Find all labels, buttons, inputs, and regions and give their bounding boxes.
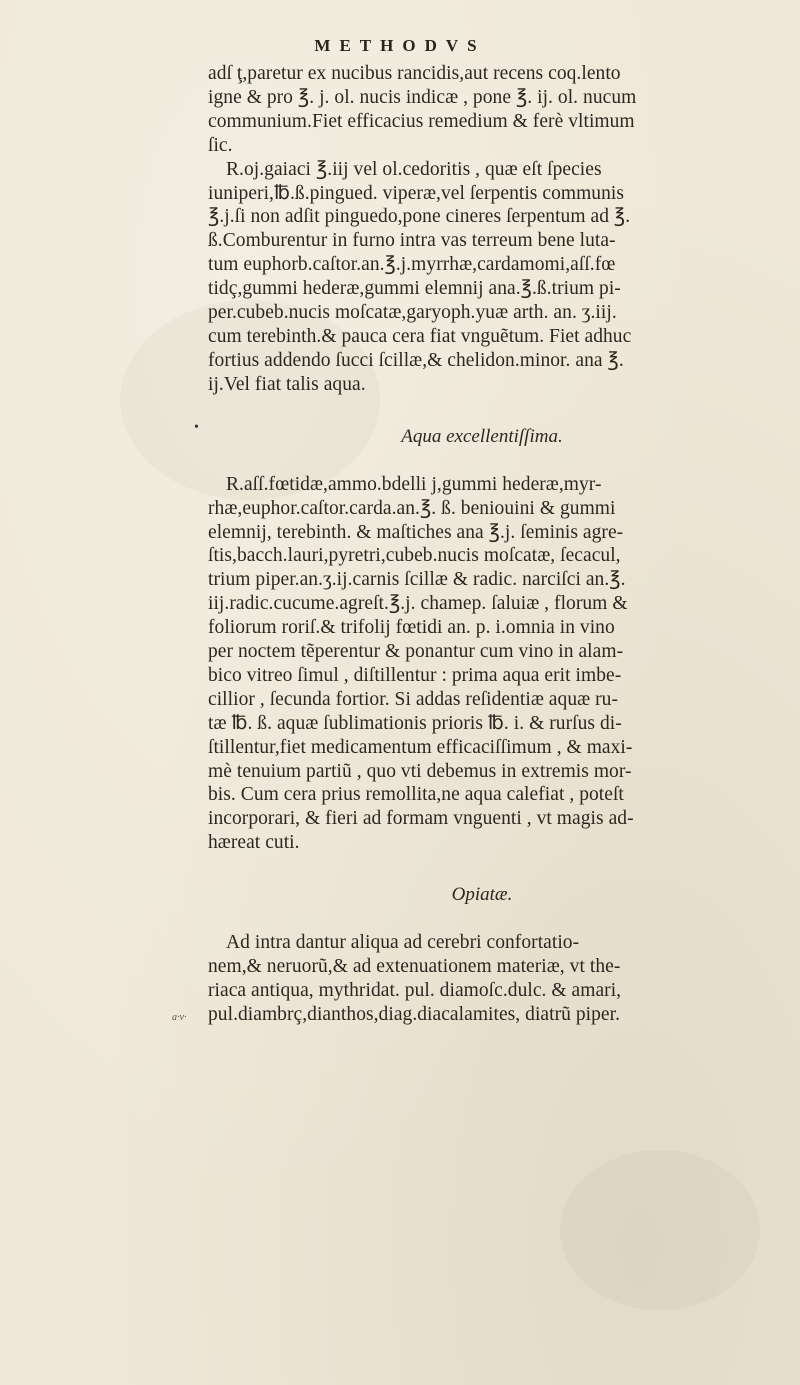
text-line: hæreat cuti. (208, 832, 300, 854)
text-line: adſ ţ,paretur ex nucibus rancidis,aut recens coq.lento (208, 63, 621, 84)
text-line: igne & pro ℥. j. ol. nucis indicæ , pone ℥. ij. ol. nucum (208, 86, 637, 108)
margin-note: a·v· (172, 1012, 187, 1023)
text-line: rhæ,euphor.caſtor.carda.an.℥. ß. beniouini & gummi (208, 497, 616, 519)
text-line: fortius addendo ſucci ſcillæ,& chelidon.minor. ana ℥. (208, 349, 624, 371)
text-line: tæ ℔. ß. aquæ ſublimationis prioris ℔. i. & rurſus di- (208, 712, 622, 734)
text-line: ſic. (208, 134, 233, 156)
text-line: communium.Fiet efficacius remedium & ferè vltimum (208, 110, 635, 132)
text-line: tidç,gummi hederæ,gummi elemnij ana.℥.ß.trium pi- (208, 278, 621, 300)
paper-stain (560, 1150, 760, 1310)
paragraph-4 (208, 931, 756, 1027)
text-line: ß.Comburentur in furno intra vas terreum bene luta- (208, 230, 616, 252)
paragraph-3 (208, 473, 756, 856)
text-line: trium piper.an.ʒ.ij.carnis ſcillæ & radic. narciſci an.℥. (208, 569, 626, 591)
text-line: cillior , ſecunda fortior. Si addas reſidentiæ aquæ ru- (208, 688, 618, 710)
text-line: R.aſſ.fœtidæ,ammo.bdelli j,gummi hederæ,myr- (226, 473, 602, 495)
paragraph-2 (208, 158, 756, 397)
text-line: elemnij, terebinth. & maſtiches ana ℥.j. ſeminis agre- (208, 521, 624, 543)
text-line: per noctem tẽperentur & ponantur cum vino in alam- (208, 641, 624, 663)
text-line: cum terebinth.& pauca cera fiat vnguẽtum. Fiet adhuc (208, 325, 632, 347)
text-line: ſtillentur,fiet medicamentum efficaciſſimum , & maxi- (208, 736, 633, 758)
text-line: pul.diambrç,dianthos,diag.diacalamites, diatrũ piper. (208, 1003, 621, 1025)
text-line: Ad intra dantur aliqua ad cerebri confortatio- (226, 932, 580, 954)
text-line: riaca antiqua, mythridat. pul. diamoſc.dulc. & amari, (208, 980, 622, 1001)
text-line: ij.Vel fiat talis aqua. (208, 373, 366, 395)
text-line: per.cubeb.nucis moſcatæ,garyoph.yuæ arth. an. ʒ.iij. (208, 302, 617, 324)
body-text (208, 62, 756, 1027)
text-line: tum euphorb.caſtor.an.℥.j.myrrhæ,cardamomi,aſſ.fœ (208, 254, 616, 276)
text-line: R.oj.gaiaci ℥.iij vel ol.cedoritis , quæ eſt ſpecies (226, 158, 602, 180)
text-line: nem,& neruorũ,& ad extenuationem materiæ, vt the- (208, 956, 621, 978)
paragraph-1 (208, 62, 756, 158)
text-line: mè tenuium partiũ , quo vti debemus in extremis mor- (208, 760, 632, 782)
running-head: METHODVS (314, 36, 486, 55)
text-line: ſtis,bacch.lauri,pyretri,cubeb.nucis moſcatæ, ſecacul, (208, 545, 621, 567)
text-line: iij.radic.cucume.agreſt.℥.j. chamep. ſaluiæ , florum & (208, 593, 628, 615)
section-heading: Aqua excellentiſſima. (401, 425, 563, 447)
section-heading: Opiatæ. (451, 884, 513, 906)
margin-dot: • (194, 420, 199, 435)
text-line: bico vitreo ſimul , diſtillentur : prima aqua erit imbe- (208, 664, 622, 686)
text-line: iuniperi,℔.ß.pingued. viperæ,vel ſerpentis communis (208, 182, 625, 204)
text-line: ℥.j.ſi non adſit pinguedo,pone cineres ſerpentum ad ℥. (208, 206, 631, 228)
text-line: incorporari, & fieri ad formam vnguenti , vt magis ad- (208, 808, 634, 830)
text-line: foliorum roriſ.& trifolij fœtidi an. p. i.omnia in vino (208, 617, 615, 639)
text-line: bis. Cum cera prius remollita,ne aqua calefiat , poteſt (208, 784, 624, 806)
